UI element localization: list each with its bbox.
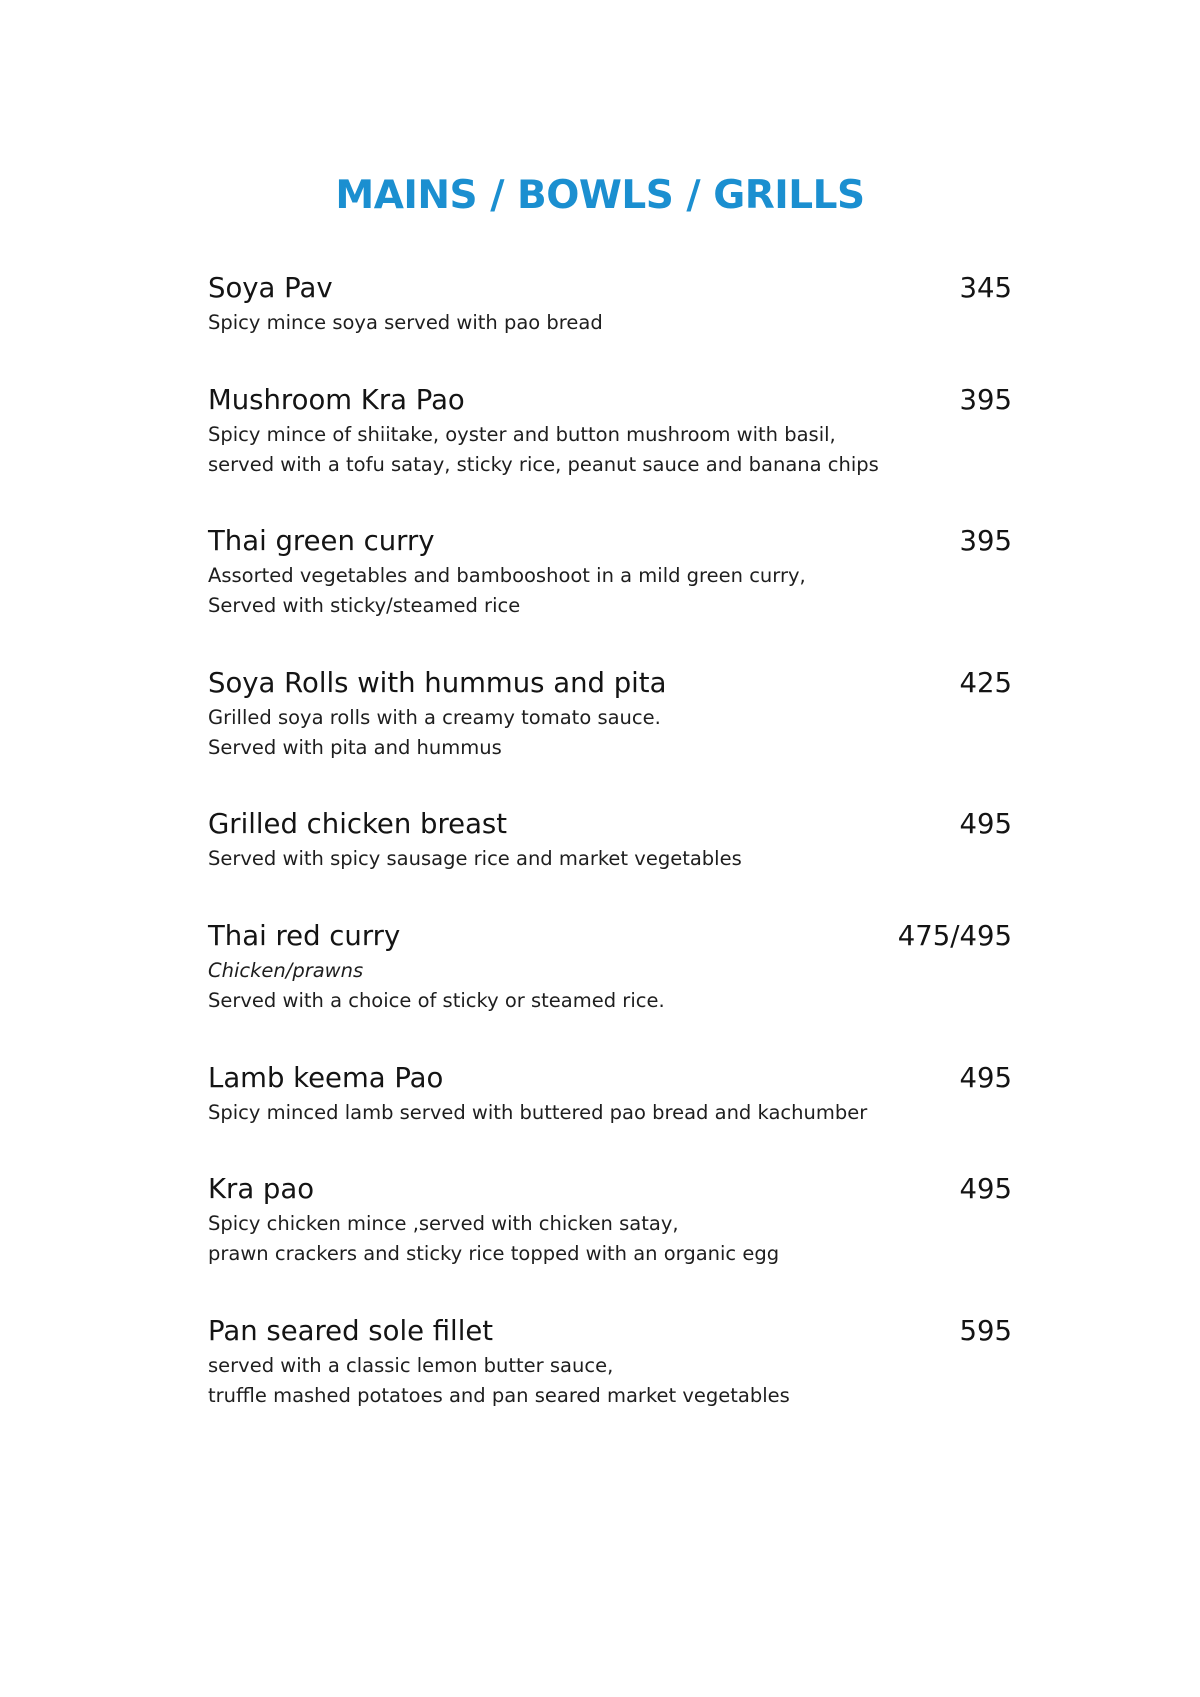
- menu-item: [208, 268, 1012, 338]
- menu-item-name: Soya Rolls with hummus and pita: [208, 667, 667, 699]
- menu-item-description: Served with pita and hummus: [208, 736, 502, 759]
- menu-item-name: Lamb keema Pao: [208, 1062, 444, 1094]
- menu-item-price: 495: [959, 1173, 1012, 1205]
- menu-item-name: Soya Pav: [208, 272, 333, 304]
- menu-item-header: [208, 380, 1012, 420]
- menu-item: [208, 1311, 1012, 1411]
- menu-item-header: [208, 1058, 1012, 1098]
- menu-item-description: Spicy chicken mince ,served with chicken satay,: [208, 1212, 679, 1235]
- menu-item-name: Mushroom Kra Pao: [208, 384, 465, 416]
- menu-item-header: [208, 1311, 1012, 1351]
- menu-item-header: [208, 521, 1012, 561]
- menu-item-price: 345: [959, 272, 1012, 304]
- menu-item-description: served with a classic lemon butter sauce,: [208, 1354, 614, 1377]
- menu-item-description: Assorted vegetables and bambooshoot in a mild green curry,: [208, 564, 806, 587]
- menu-item: [208, 916, 1012, 1016]
- menu-item: [208, 521, 1012, 621]
- menu-item-header: [208, 663, 1012, 703]
- menu-item-name: Grilled chicken breast: [208, 808, 508, 840]
- menu-item-description: Served with a choice of sticky or steamed rice.: [208, 989, 665, 1012]
- menu-item-price: 495: [959, 1062, 1012, 1094]
- menu-item-description: truffle mashed potatoes and pan seared market vegetables: [208, 1384, 790, 1407]
- menu-item-price: 495: [959, 808, 1012, 840]
- menu-item-description: Grilled soya rolls with a creamy tomato sauce.: [208, 706, 661, 729]
- menu-item: [208, 804, 1012, 874]
- menu-item: [208, 663, 1012, 763]
- menu-item-description: Spicy mince of shiitake, oyster and button mushroom with basil,: [208, 423, 836, 446]
- menu-item-description: prawn crackers and sticky rice topped with an organic egg: [208, 1242, 780, 1265]
- menu-item-price: 475/495: [897, 920, 1012, 952]
- menu-item-description: Served with spicy sausage rice and market vegetables: [208, 847, 742, 870]
- menu-item-description: Spicy minced lamb served with buttered pao bread and kachumber: [208, 1101, 868, 1124]
- page-title: MAINS / BOWLS / GRILLS: [335, 173, 865, 218]
- menu-item: [208, 1058, 1012, 1128]
- menu-item-header: [208, 804, 1012, 844]
- menu-item-variant: Chicken/prawns: [208, 959, 364, 982]
- menu-item-name: Kra pao: [208, 1173, 315, 1205]
- menu-item-name: Thai red curry: [208, 920, 401, 952]
- menu-item-description: Spicy mince soya served with pao bread: [208, 311, 603, 334]
- menu-item-description: Served with sticky/steamed rice: [208, 594, 521, 617]
- menu-item-price: 395: [959, 525, 1012, 557]
- menu-item-header: [208, 916, 1012, 956]
- menu-item-price: 595: [959, 1315, 1012, 1347]
- menu-item-header: [208, 268, 1012, 308]
- menu-item-name: Thai green curry: [208, 525, 435, 557]
- menu-item-price: 425: [959, 667, 1012, 699]
- menu-item-description: served with a tofu satay, sticky rice, peanut sauce and banana chips: [208, 453, 879, 476]
- menu-item: [208, 1169, 1012, 1269]
- menu-item-price: 395: [959, 384, 1012, 416]
- menu-item-name: Pan seared sole fillet: [208, 1315, 494, 1347]
- menu-item: [208, 380, 1012, 480]
- menu-item-header: [208, 1169, 1012, 1209]
